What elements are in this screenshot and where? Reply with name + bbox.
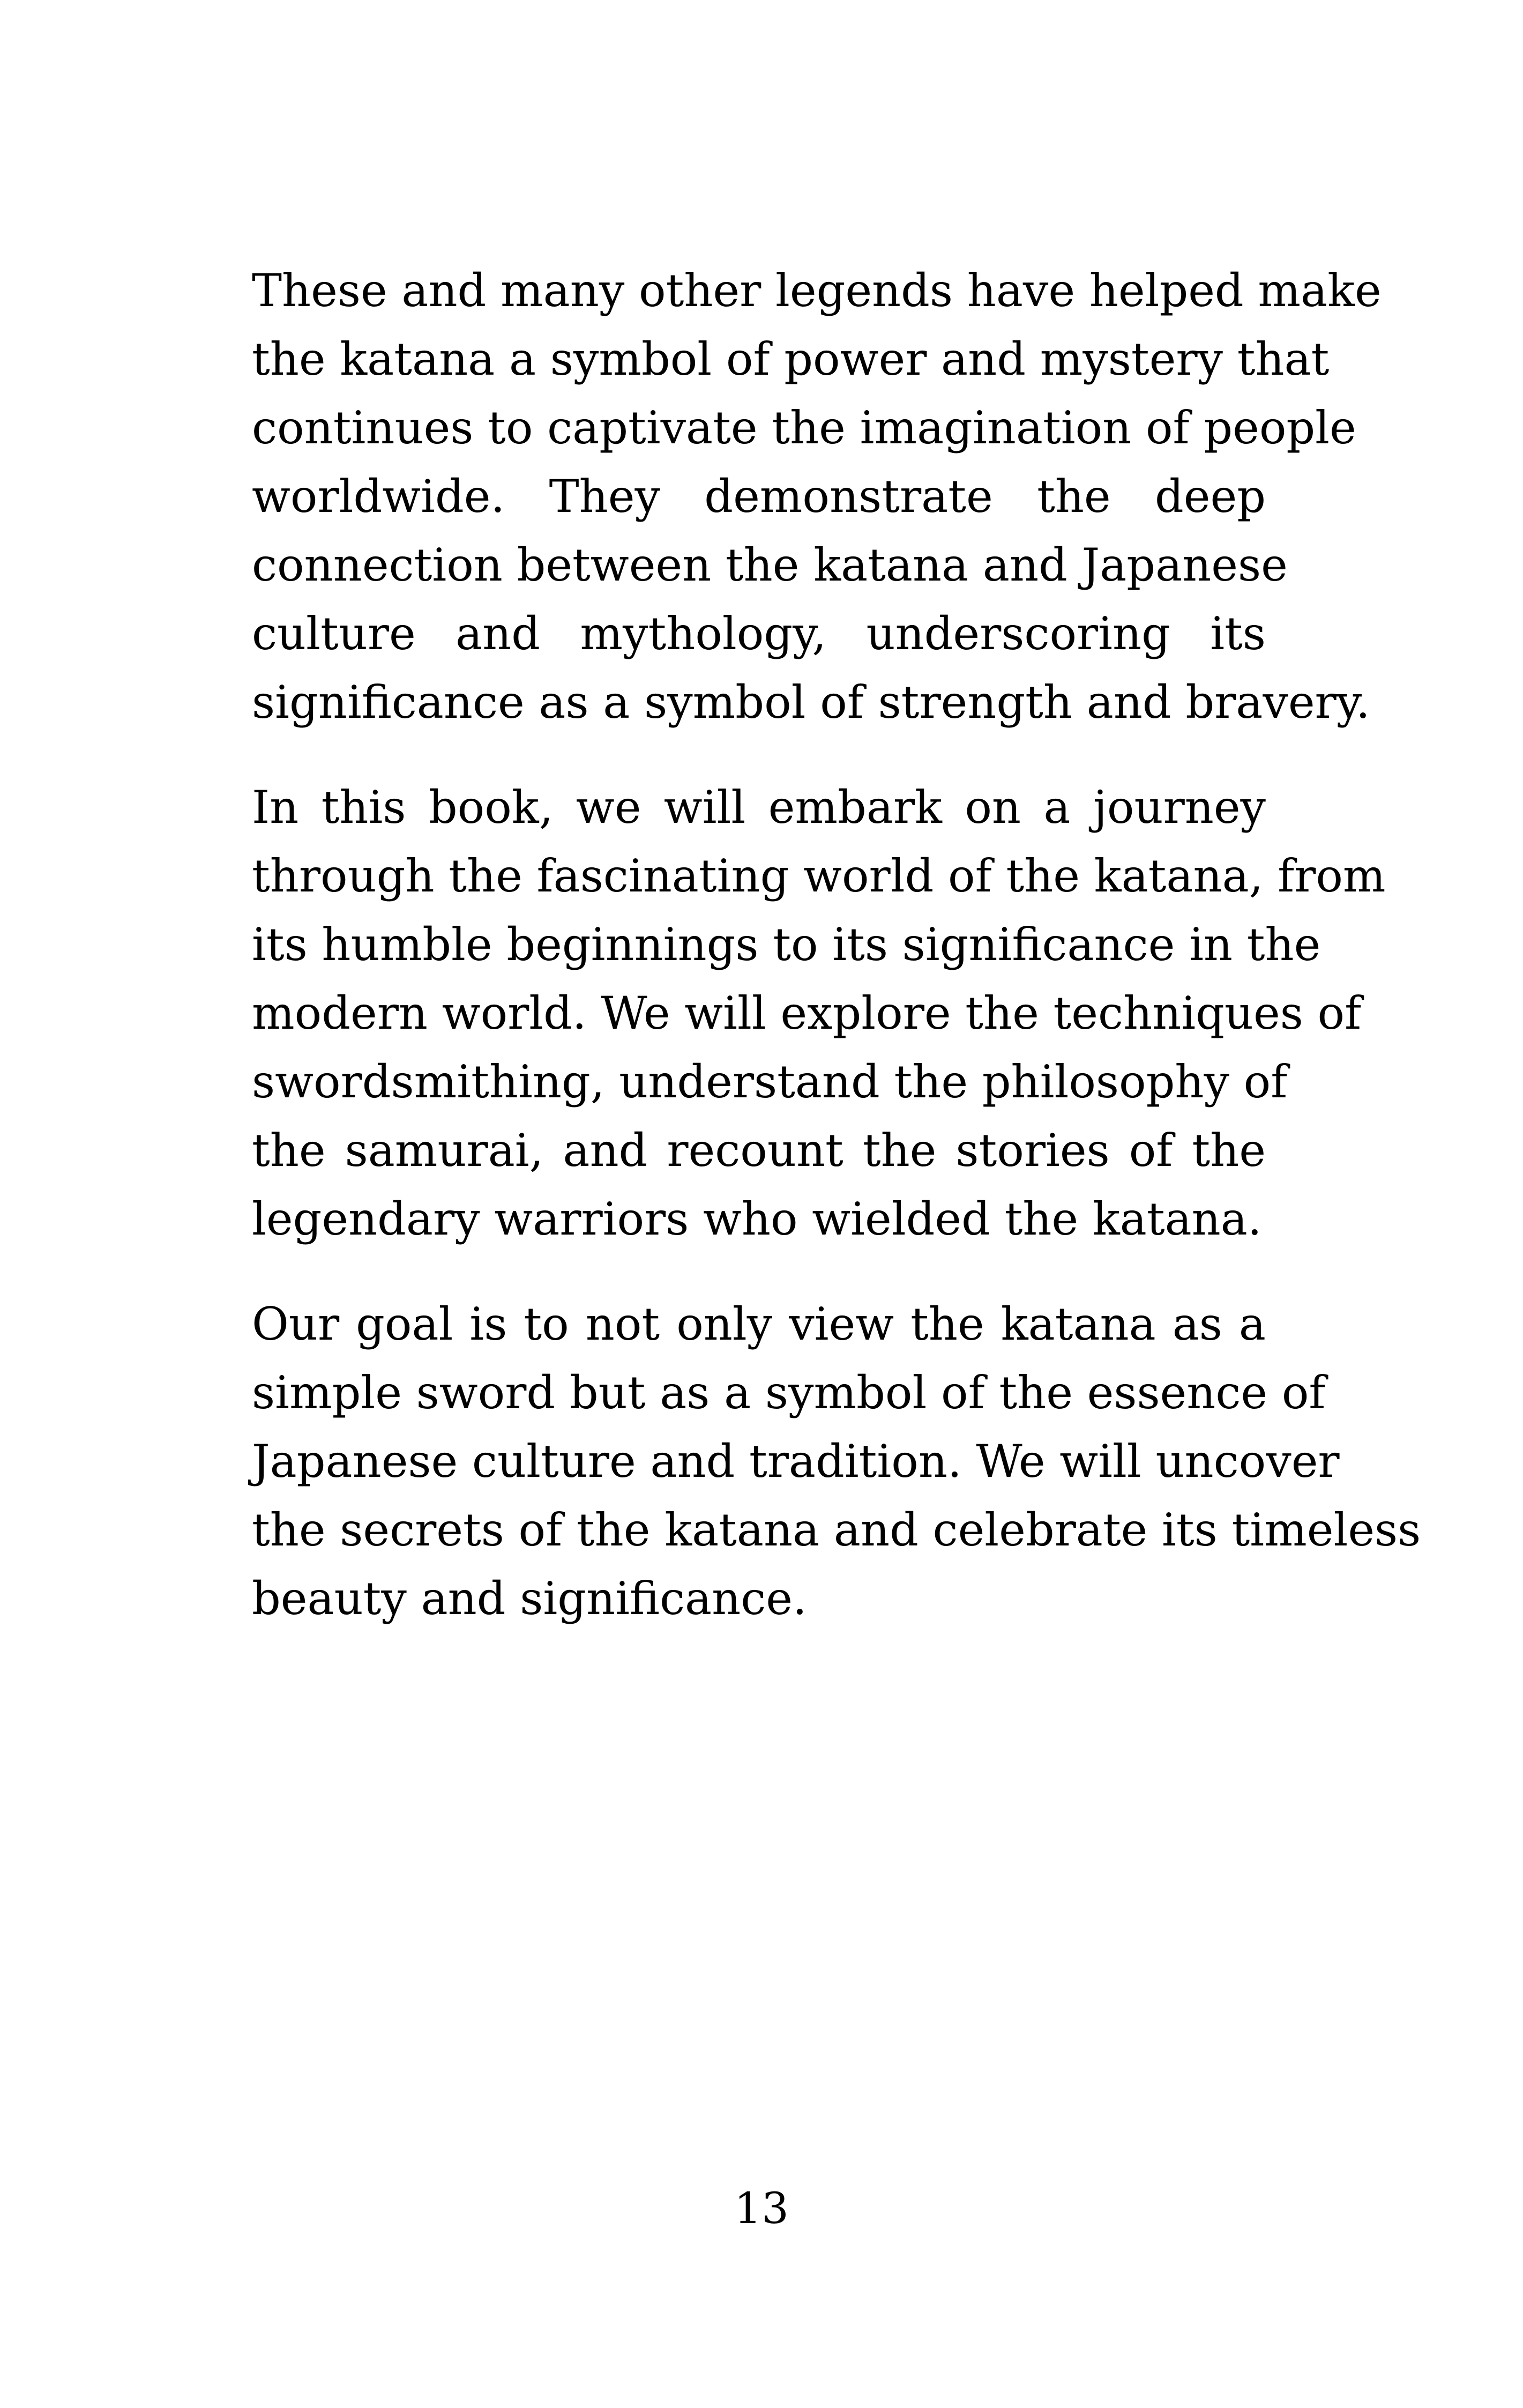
text-line: These and many other legends have helped make (252, 264, 1382, 317)
paragraph-3 (252, 1290, 1421, 1633)
text-line: continues to captivate the imagination of people (252, 402, 1356, 454)
text-line: Our goal is to not only view the katana as a (252, 1298, 1266, 1350)
paragraph-2 (252, 773, 1386, 1253)
text-line: Japanese culture and tradition. We will uncover (252, 1435, 1340, 1488)
text-line: the katana a symbol of power and mystery that (252, 333, 1330, 385)
text-line: legendary warriors who wielded the katana. (252, 1193, 1262, 1245)
body-text (252, 256, 1421, 1633)
text-line: the samurai, and recount the stories of the (252, 1124, 1266, 1177)
text-line: In this book, we will embark on a journey (252, 781, 1266, 834)
paragraph-1 (252, 256, 1382, 737)
text-line: culture and mythology, underscoring its (252, 607, 1266, 660)
text-line: the secrets of the katana and celebrate its timeless (252, 1504, 1421, 1556)
text-line: connection between the katana and Japanese (252, 539, 1288, 591)
text-line: worldwide. They demonstrate the deep (252, 470, 1266, 523)
text-line: simple sword but as a symbol of the essence of (252, 1366, 1326, 1419)
text-line: modern world. We will explore the techniques of (252, 987, 1362, 1039)
text-line: beauty and significance. (252, 1572, 807, 1625)
text-line: its humble beginnings to its significance in the (252, 918, 1321, 971)
text-line: significance as a symbol of strength and bravery. (252, 676, 1370, 729)
text-line: through the fascinating world of the katana, from (252, 850, 1386, 902)
text-line: swordsmithing, understand the philosophy of (252, 1056, 1288, 1108)
page-number: 13 (734, 2183, 789, 2233)
